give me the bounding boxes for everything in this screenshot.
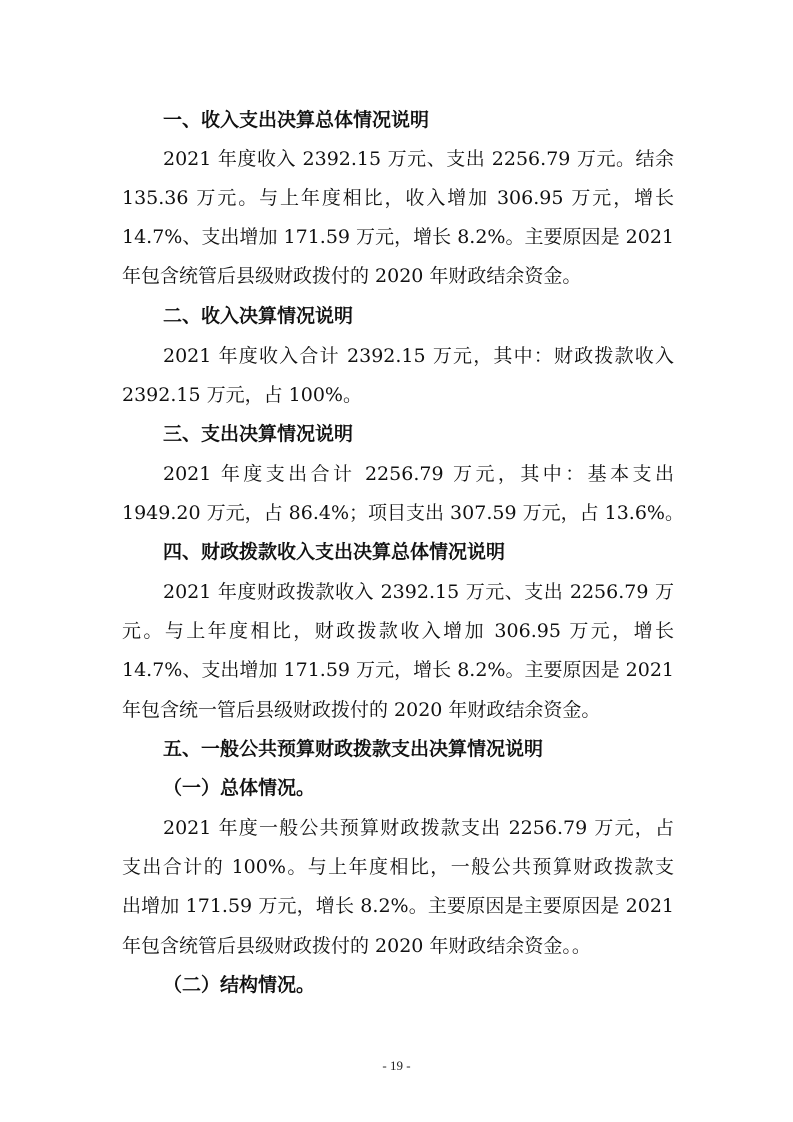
paragraph-line: 1949.20 万元，占 86.4%；项目支出 307.59 万元，占 13.6%。 — [122, 502, 684, 524]
paragraph-line: 2021 年度一般公共预算财政拨款支出 2256.79 万元，占 — [163, 817, 674, 839]
paragraph-line: 年包含统一管后县级财政拨付的 2020 年财政结余资金。 — [122, 699, 601, 721]
paragraph-line: 元。与上年度相比，财政拨款收入增加 306.95 万元，增长 — [122, 620, 674, 642]
paragraph-line: 14.7%、支出增加 171.59 万元，增长 8.2%。主要原因是 2021 — [122, 659, 674, 681]
section-heading-5: 五、一般公共预算财政拨款支出决算情况说明 — [163, 738, 544, 760]
paragraph-line: 2021 年度支出合计 2256.79 万元，其中：基本支出 — [163, 463, 674, 485]
section-heading-1: 一、收入支出决算总体情况说明 — [163, 109, 430, 131]
paragraph-line: 2021 年度收入合计 2392.15 万元，其中：财政拨款收入 — [163, 345, 674, 367]
subsection-heading-2: （二）结构情况。 — [163, 974, 316, 996]
paragraph-line: 支出合计的 100%。与上年度相比，一般公共预算财政拨款支 — [122, 856, 674, 878]
paragraph-line: 2021 年度财政拨款收入 2392.15 万元、支出 2256.79 万 — [163, 581, 674, 603]
paragraph-line: 年包含统管后县级财政拨付的 2020 年财政结余资金。 — [122, 265, 582, 287]
paragraph-line: 135.36 万元。与上年度相比，收入增加 306.95 万元，增长 — [122, 187, 674, 209]
section-heading-3: 三、支出决算情况说明 — [163, 423, 354, 445]
paragraph-line: 出增加 171.59 万元，增长 8.2%。主要原因是主要原因是 2021 — [122, 895, 674, 917]
paragraph-line: 14.7%、支出增加 171.59 万元，增长 8.2%。主要原因是 2021 — [122, 226, 674, 248]
paragraph-line: 2021 年度收入 2392.15 万元、支出 2256.79 万元。结余 — [163, 148, 674, 170]
page-number: - 19 - — [382, 1058, 411, 1073]
section-heading-2: 二、收入决算情况说明 — [163, 305, 354, 327]
section-heading-4: 四、财政拨款收入支出决算总体情况说明 — [163, 541, 506, 563]
paragraph-line: 2392.15 万元，占 100%。 — [122, 384, 362, 406]
subsection-heading-1: （一）总体情况。 — [163, 777, 316, 799]
paragraph-line: 年包含统管后县级财政拨付的 2020 年财政结余资金。。 — [122, 935, 591, 957]
